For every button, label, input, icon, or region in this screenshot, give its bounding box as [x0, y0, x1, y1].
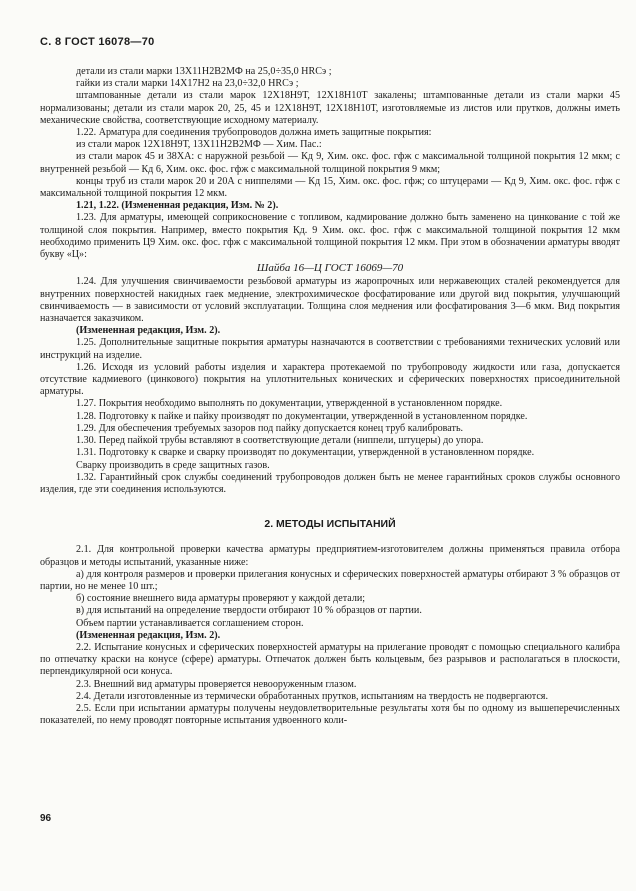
section-title: 2. МЕТОДЫ ИСПЫТАНИЙ — [264, 518, 396, 531]
paragraph-2-3: 2.3. Внешний вид арматуры проверяется невооруженным глазом. — [76, 678, 357, 690]
paragraph: концы труб из стали марок 20 и 20А с ниппелями — Кд 15, Хим. окс. фос. гфж; со штуцерами — Кд 9, Хим. окс. фос. гфж с максимальной толщиной покрытия 12 мкм. — [40, 175, 620, 200]
paragraph-1-26: 1.26. Исходя из условий работы изделия и характера протекаемой по трубопроводу жидкости или газа, допускается отсутствие кадмиевого (цинкового) покрытия на уплотнительных конических и сферических поверхностях присоединительной арматуры. — [40, 361, 620, 398]
paragraph-1-24: 1.24. Для улучшения свинчиваемости резьбовой арматуры из жаропрочных или нержавеющих сталей рекомендуется для внутренних поверхностей накидных гаек меднение, электрохимическое фосфатирование или другой вид покрытия, улучшающий свинчиваемость — в зависимости от условий эксплуатации. Толщина слоя меднения или фосфатирования 3—6 мкм. Вид покрытия назначается заказчиком. — [40, 276, 620, 325]
list-item: а) для контроля размеров и проверки прилегания конусных и сферических поверхностей арматуры отбирают 3 % образцов от партии, но не менее 10 шт.; — [40, 568, 620, 592]
paragraph-1-25: 1.25. Дополнительные защитные покрытия арматуры назначаются в соответствии с требованиями технических условий или инструкций на изделие. — [40, 337, 620, 361]
paragraph: из стали марок 45 и 38ХА: с наружной резьбой — Кд 9, Хим. окс. фос. гфж с максимальной толщиной покрытия 12 мкм; с внутренней резьбой — Кд 6, Хим. окс. фос. гфж с максимальной толщиной покрытия 9 мкм; — [40, 151, 620, 175]
paragraph-1-30: 1.30. Перед пайкой трубы вставляют в соответствующие детали (ниппели, штуцеры) до упора. — [76, 435, 484, 447]
list-item: в) для испытаний на определение твердости отбирают 10 % образцов от партии. — [76, 605, 422, 617]
paragraph-1-32: 1.32. Гарантийный срок службы соединений трубопроводов должен быть не менее гарантийных сроков службы основного изделия, где эти соединения используются. — [40, 471, 620, 495]
designation-example: Шайба 16—Ц ГОСТ 16069—70 — [256, 262, 404, 275]
paragraph-2-4: 2.4. Детали изготовленные из термически обработанных прутков, испытаниям на твердость не подвергаются. — [76, 690, 548, 702]
list-item: б) состояние внешнего вида арматуры проверяют у каждой детали; — [76, 593, 366, 605]
text-line: детали из стали марки 13Х11Н2В2МФ на 25,0÷35,0 HRCэ ; — [76, 66, 332, 77]
paragraph: Сварку производить в среде защитных газов. — [76, 459, 270, 471]
paragraph-2-1: 2.1. Для контрольной проверки качества арматуры предприятием-изготовителем должны применяться правила отбора образцов и методы испытаний, указанные ниже: — [40, 544, 620, 568]
paragraph-1-23: 1.23. Для арматуры, имеющей соприкосновение с топливом, кадмирование должно быть заменено на цинкование с той же толщиной слоя покрытия. Например, вместо покрытия Кд. 9 Хим. окс. фос. гфж с максимальной толщиной покрытия 12 мкм необходимо применить Ц9 Хим. окс. фос. гфж с максимальной толщиной покрытия 12 мкм. При этом в обозначении арматуры вводят букву «Ц»: — [40, 212, 620, 261]
amendment-note: (Измененная редакция, Изм. 2). — [76, 629, 221, 641]
paragraph-1-27: 1.27. Покрытия необходимо выполнять по документации, утвержденной в установленном порядке. — [76, 398, 503, 410]
page-number: 96 — [40, 813, 52, 824]
paragraph-2-2: 2.2. Испытание конусных и сферических поверхностей арматуры на прилегание проводят с помощью специального калибра по отпечатку краски на конусе (сфере) арматуры. Отпечаток должен быть кольцевым, без разрывов и располагаться в плоскости, перпендикулярной оси конуса. — [40, 641, 620, 678]
paragraph: штампованные детали из стали марок 12Х18Н9Т, 12Х18Н10Т закалены; штампованные детали из стали марки 45 нормализованы; детали из стали марок 20, 25, 45 и 12Х18Н9Т, 12Х18Н10Т, изготовляемые из листов или прутков, должны иметь механические свойства, соответствующие исходному материалу. — [40, 90, 620, 126]
paragraph: Объем партии устанавливается соглашением сторон. — [76, 617, 304, 629]
paragraph-1-31: 1.31. Подготовку к сварке и сварку производят по документации, утвержденной в установленном порядке. — [76, 447, 535, 459]
amendment-note: 1.21, 1.22. (Измененная редакция, Изм. № 2). — [76, 200, 279, 212]
document-body — [40, 66, 620, 727]
paragraph-1-29: 1.29. Для обеспечения требуемых зазоров под пайку допускается конец труб калибровать. — [76, 422, 464, 434]
page-header: С. 8 ГОСТ 16078—70 — [40, 36, 155, 48]
paragraph-1-28: 1.28. Подготовку к пайке и пайку производят по документации, утвержденной в установленном порядке. — [76, 410, 528, 422]
paragraph: из стали марок 12Х18Н9Т, 13Х11Н2В2МФ — Хим. Пас.: — [76, 139, 322, 151]
text-line: гайки из стали марки 14Х17Н2 на 23,0÷32,0 HRCэ ; — [76, 78, 299, 90]
paragraph-1-22: 1.22. Арматура для соединения трубопроводов должна иметь защитные покрытия: — [76, 127, 432, 139]
amendment-note: (Измененная редакция, Изм. 2). — [76, 325, 221, 337]
paragraph-2-5: 2.5. Если при испытании арматуры получены неудовлетворительные результаты хотя бы по одному из вышеперечисленных показателей, по нему проводят повторные испытания удвоенного коли- — [40, 702, 620, 727]
